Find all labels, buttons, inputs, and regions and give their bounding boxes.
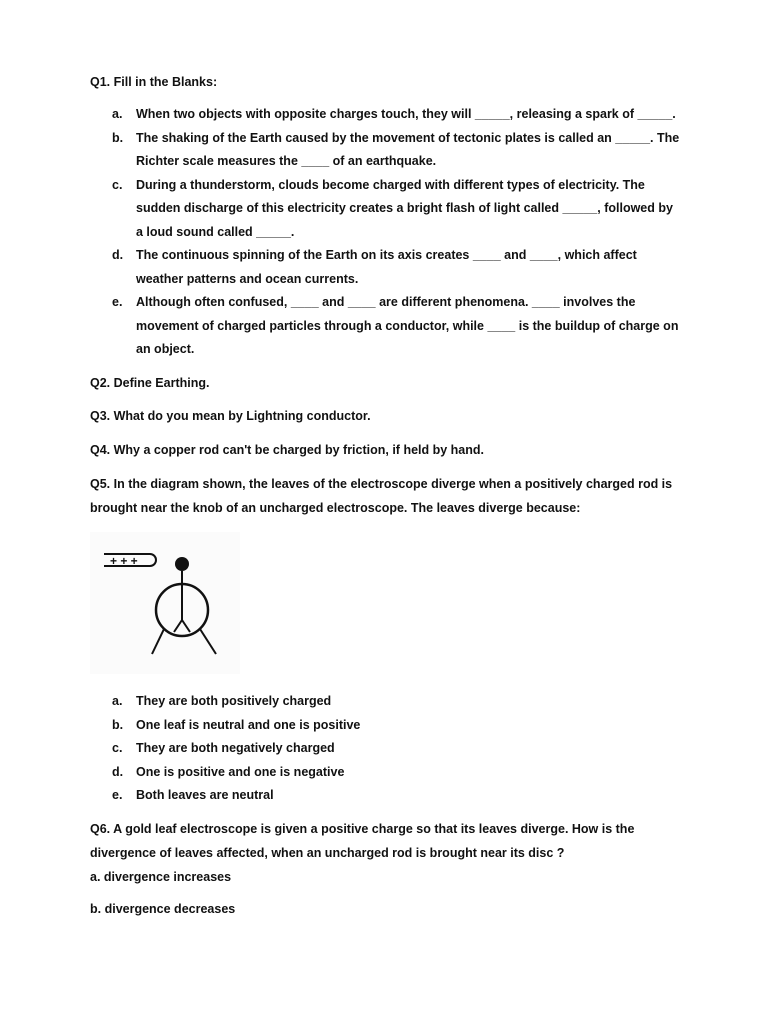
q5-text: Q5. In the diagram shown, the leaves of the electroscope diverge when a positively charged rod is brought near the knob of an uncharged electroscope. The leaves diverge because: — [90, 477, 673, 515]
list-item — [112, 291, 682, 362]
option-label: d. — [112, 764, 124, 779]
q6-text: Q6. A gold leaf electroscope is given a positive charge so that its leaves diverge. How is the divergence of leaves affected, when an uncharged rod is brought near its disc ? — [90, 822, 635, 860]
list-item — [112, 714, 612, 738]
item-text: Although often confused, ____ and ____ are different phenomena. ____ involves the movement of charged particles through a conductor, while ____ is the buildup of charge on an object. — [136, 295, 679, 356]
q1-heading: Q1. Fill in the Blanks: — [90, 75, 218, 89]
right-stand-leg — [200, 629, 216, 654]
option-text: One leaf is neutral and one is positive — [136, 717, 361, 732]
list-item — [112, 174, 682, 245]
option-text: One is positive and one is negative — [136, 764, 345, 779]
item-text: During a thunderstorm, clouds become charged with different types of electricity. The sudden discharge of this electricity creates a bright flash of light called _____, followed by a loud sound called _____. — [136, 177, 673, 239]
option-text: Both leaves are neutral — [136, 788, 274, 802]
q6-option-b: b. divergence decreases — [90, 902, 236, 916]
item-text: When two objects with opposite charges touch, they will _____, releasing a spark of _____. — [136, 107, 676, 121]
left-leaf — [174, 620, 182, 632]
option-text: They are both positively charged — [136, 694, 332, 708]
option-label: c. — [112, 741, 123, 755]
q3-text: Q3. What do you mean by Lightning conductor. — [90, 409, 371, 423]
list-item — [112, 761, 612, 785]
list-item — [112, 103, 682, 127]
list-item — [112, 127, 682, 174]
list-item — [112, 244, 682, 291]
item-text: The shaking of the Earth caused by the movement of tectonic plates is called an _____. The Richter scale measures the ____ of an earthquake. — [136, 130, 680, 168]
right-leaf — [182, 620, 190, 632]
electroscope-figure — [90, 532, 240, 674]
q6-option-a: a. divergence increases — [90, 870, 232, 884]
item-label: e. — [112, 295, 123, 309]
left-stand-leg — [152, 629, 164, 654]
list-item — [112, 690, 612, 714]
option-text: They are both negatively charged — [136, 741, 335, 755]
q2-text: Q2. Define Earthing. — [90, 376, 210, 390]
q1-blanks-list — [112, 103, 682, 362]
electroscope-diagram — [90, 532, 240, 674]
option-label: a. — [112, 694, 123, 708]
item-label: b. — [112, 130, 124, 145]
option-label: b. — [112, 717, 124, 732]
q5-options-list — [112, 690, 612, 808]
rod-charges-label: + + + — [110, 554, 138, 568]
item-text: The continuous spinning of the Earth on its axis creates ____ and ____, which affect weather patterns and ocean currents. — [136, 248, 637, 286]
list-item — [112, 784, 612, 808]
q4-text: Q4. Why a copper rod can't be charged by friction, if held by hand. — [90, 443, 485, 457]
item-label: a. — [112, 107, 123, 121]
list-item — [112, 737, 612, 761]
item-label: c. — [112, 177, 123, 192]
item-label: d. — [112, 248, 124, 262]
electroscope-knob — [175, 557, 189, 571]
option-label: e. — [112, 788, 123, 802]
